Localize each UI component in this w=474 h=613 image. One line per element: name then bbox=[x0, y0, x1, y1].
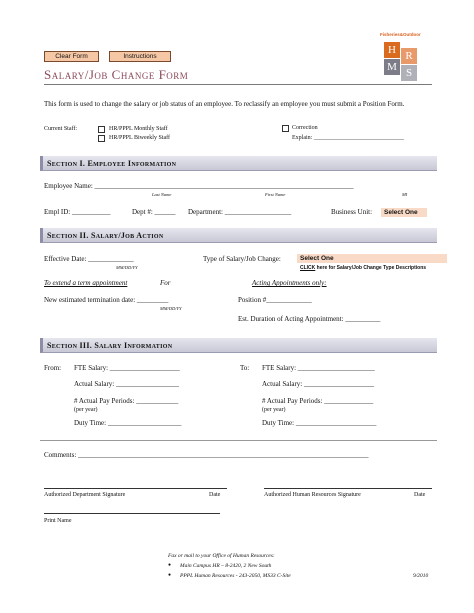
department-field[interactable]: Department: ___________________ bbox=[188, 208, 292, 216]
pay-periods-to-field[interactable]: # Actual Pay Periods: ______________ bbox=[262, 397, 374, 405]
footer-pppl: PPPL Human Resources - 243-2050, MS33 C-Site bbox=[180, 573, 291, 579]
logo-tile-h: H bbox=[384, 42, 400, 58]
pay-periods-from-field[interactable]: # Actual Pay Periods: ____________ bbox=[74, 397, 179, 405]
change-type-select[interactable]: Select One bbox=[297, 254, 447, 263]
comments-field[interactable]: Comments: ___________________________________________________________________________________ bbox=[44, 451, 369, 459]
to-label: To: bbox=[240, 364, 250, 372]
mi-caption: MI bbox=[402, 192, 408, 197]
section-2-title: Section II. Salary/Job Action bbox=[47, 231, 164, 240]
for-label: For bbox=[160, 279, 171, 287]
comments-top-rule bbox=[40, 440, 437, 441]
dept-number-field[interactable]: Dept #: ______ bbox=[132, 208, 176, 216]
dept-signature-label: Authorized Department Signature bbox=[44, 492, 126, 498]
per-year-to-caption: (per year) bbox=[262, 407, 286, 413]
employee-name-field[interactable]: Employee Name: __________________________________________________________________________ bbox=[44, 182, 354, 190]
biweekly-staff-checkbox[interactable] bbox=[98, 135, 105, 142]
title-rule bbox=[44, 84, 432, 85]
section-3-title: Section III. Salary Information bbox=[47, 341, 173, 350]
page-title: Salary/Job Change Form bbox=[44, 67, 189, 82]
logo-tile-r: R bbox=[401, 48, 417, 64]
acting-heading: Acting Appointments only: bbox=[252, 279, 327, 287]
fte-salary-to-field[interactable]: FTE Salary: ______________________ bbox=[262, 364, 375, 372]
click-link-text[interactable]: CLICK bbox=[300, 265, 316, 271]
hr-signature-line bbox=[264, 488, 432, 489]
footer-bullet-2: ● bbox=[168, 573, 172, 578]
section-employee-information bbox=[40, 156, 437, 171]
correction-explain-field[interactable]: Explain: ______________________________ bbox=[292, 135, 404, 141]
instructions-button[interactable]: Instructions bbox=[109, 51, 171, 62]
position-number-field[interactable]: Position #_____________ bbox=[238, 296, 312, 304]
correction-label: Correction bbox=[292, 125, 318, 131]
print-name-label: Print Name bbox=[44, 518, 72, 524]
extend-term-heading: To extend a term appointment bbox=[44, 279, 128, 287]
section-1-title: Section I. Employee Information bbox=[47, 159, 177, 168]
first-name-caption: First Name bbox=[265, 192, 286, 197]
dept-signature-line bbox=[44, 488, 227, 489]
monthly-staff-label: HR/PPPL Monthly Staff bbox=[109, 126, 168, 132]
from-label: From: bbox=[44, 364, 62, 372]
hr-signature-label: Authorized Human Resources Signature bbox=[264, 492, 361, 498]
biweekly-staff-label: HR/PPPL Biweekly Staff bbox=[109, 135, 171, 141]
logo-tile-s: S bbox=[401, 65, 417, 81]
footer-main-campus: Main Campus HR – 8-2420, 2 New South bbox=[180, 563, 272, 569]
current-staff-label: Current Staff: bbox=[44, 126, 78, 132]
monthly-staff-checkbox[interactable] bbox=[98, 126, 105, 133]
termination-date-format: MM/DD/YY bbox=[160, 306, 182, 311]
section-salary-job-action bbox=[40, 228, 437, 243]
dept-date-label: Date bbox=[209, 492, 221, 498]
footer-revision-date: 9/2010 bbox=[413, 573, 429, 579]
actual-salary-from-field[interactable]: Actual Salary: __________________ bbox=[74, 380, 179, 388]
print-name-line bbox=[44, 513, 220, 514]
logo-tile-m: M bbox=[384, 59, 400, 75]
fte-salary-from-field[interactable]: FTE Salary: ____________________ bbox=[74, 364, 180, 372]
per-year-from-caption: (per year) bbox=[74, 407, 98, 413]
effective-date-field[interactable]: Effective Date: _____________ bbox=[44, 255, 134, 263]
duty-time-to-field[interactable]: Duty Time: _______________________ bbox=[262, 419, 377, 427]
effective-date-format: MM/DD/YY bbox=[116, 265, 138, 270]
hrms-logo bbox=[380, 32, 435, 82]
business-unit-select[interactable]: Select One bbox=[381, 208, 427, 217]
clear-form-button[interactable]: Clear Form bbox=[44, 51, 99, 62]
correction-checkbox[interactable] bbox=[282, 125, 289, 132]
logo-top-text: Fisheries&Outdoor bbox=[380, 32, 421, 37]
empl-id-field[interactable]: Empl ID: ___________ bbox=[44, 208, 111, 216]
acting-duration-field[interactable]: Est. Duration of Acting Appointment: __________ bbox=[238, 315, 381, 323]
hr-date-label: Date bbox=[414, 492, 426, 498]
change-type-help-link[interactable] bbox=[300, 265, 426, 271]
actual-salary-to-field[interactable]: Actual Salary: ____________________ bbox=[262, 380, 374, 388]
duty-time-from-field[interactable]: Duty Time: _____________________ bbox=[74, 419, 182, 427]
change-type-label: Type of Salary/Job Change: bbox=[203, 255, 281, 263]
business-unit-label: Business Unit: bbox=[331, 208, 373, 216]
last-name-caption: Last Name bbox=[152, 192, 172, 197]
intro-text: This form is used to change the salary or job status of an employee. To reclassify an employee you must submit a Position Form. bbox=[44, 100, 405, 108]
section-salary-information bbox=[40, 338, 437, 353]
new-termination-date-field[interactable]: New estimated termination date: _________ bbox=[44, 296, 169, 304]
footer-instruction: Fax or mail to your Office of Human Resources: bbox=[168, 553, 275, 559]
help-link-rest: here for Salary/Job Change Type Descriptions bbox=[315, 265, 427, 271]
footer-bullet-1: ● bbox=[168, 563, 172, 568]
